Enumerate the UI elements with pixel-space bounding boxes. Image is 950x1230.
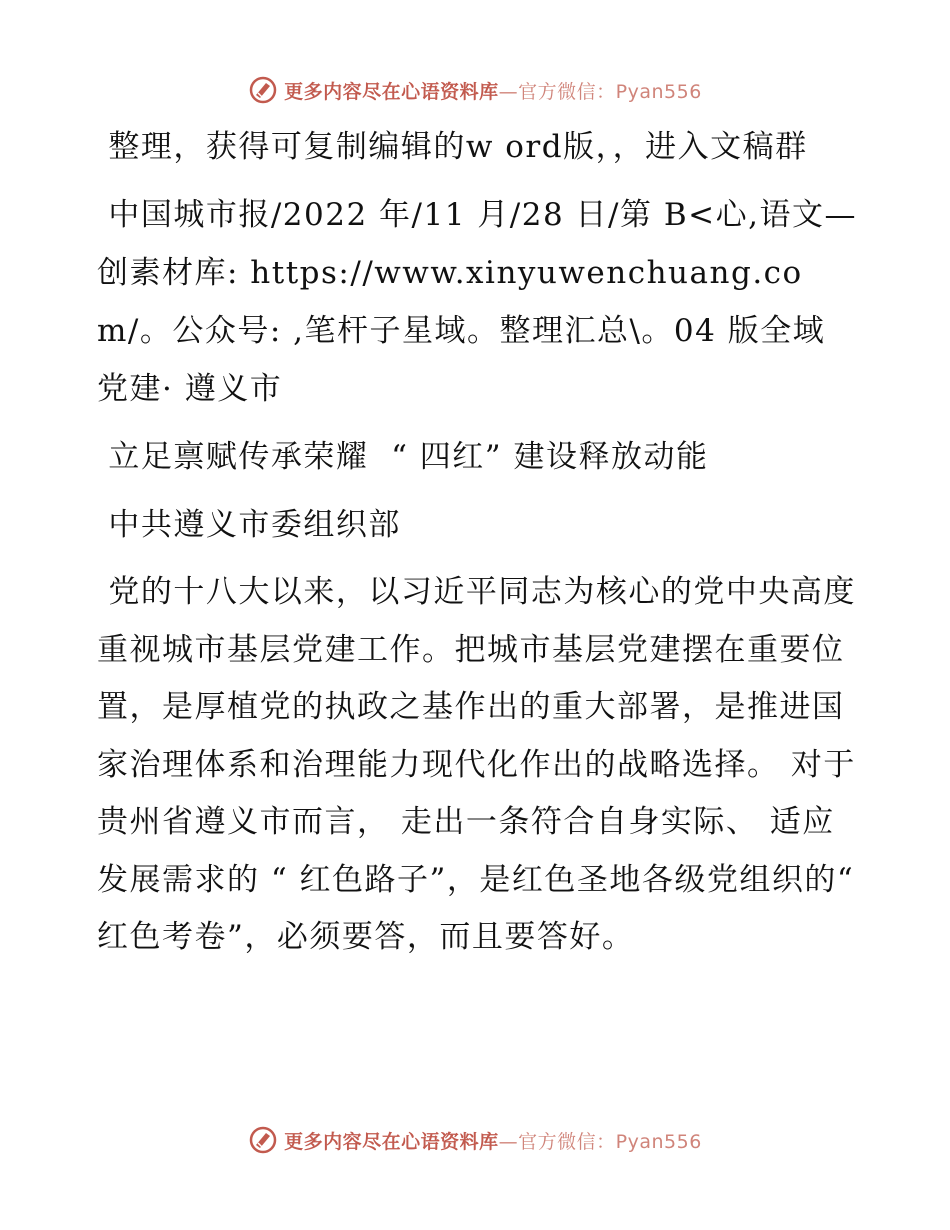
watermark-contact: —官方微信：Pyan556 (498, 1130, 702, 1153)
watermark-brand: 更多内容尽在心语资料库 (284, 1130, 499, 1153)
article-author: 中共遵义市委组织部 (97, 507, 401, 543)
watermark-contact: —官方微信：Pyan556 (498, 80, 702, 103)
library-logo-icon (248, 75, 278, 105)
intro-line: 整理，获得可复制编辑的w ord版，，进入文稿群 (97, 129, 808, 165)
watermark-brand: 更多内容尽在心语资料库 (284, 80, 499, 103)
article-title: 立足禀赋传承荣耀 “ 四红” 建设释放动能 (97, 439, 709, 475)
watermark-text (284, 77, 702, 104)
document-body (97, 118, 866, 977)
source-line: 中国城市报/2022 年/11 月/28 日/第 B<心,语文—创素材库: https://www.xinyuwenchuang.com/。公众号: ,笔杆子星域。整理汇总\。04 版全域党建· 遵义市 (97, 197, 857, 407)
article-paragraph: 党的十八大以来，以习近平同志为核心的党中央高度重视城市基层党建工作。把城市基层党建摆在重要位置，是厚植党的执政之基作出的重大部署，是推进国家治理体系和治理能力现代化作出的战略选择。 对于贵州省遵义市而言， 走出一条符合自身实际、 适应发展需求的 “ 红色路子”，是红色圣地各级党组织的“ 红色考卷”，必须要答，而且要答好。 (97, 574, 866, 955)
watermark-footer (0, 1120, 950, 1160)
watermark-header (0, 70, 950, 110)
watermark-text (284, 1127, 702, 1154)
library-logo-icon (248, 1125, 278, 1155)
